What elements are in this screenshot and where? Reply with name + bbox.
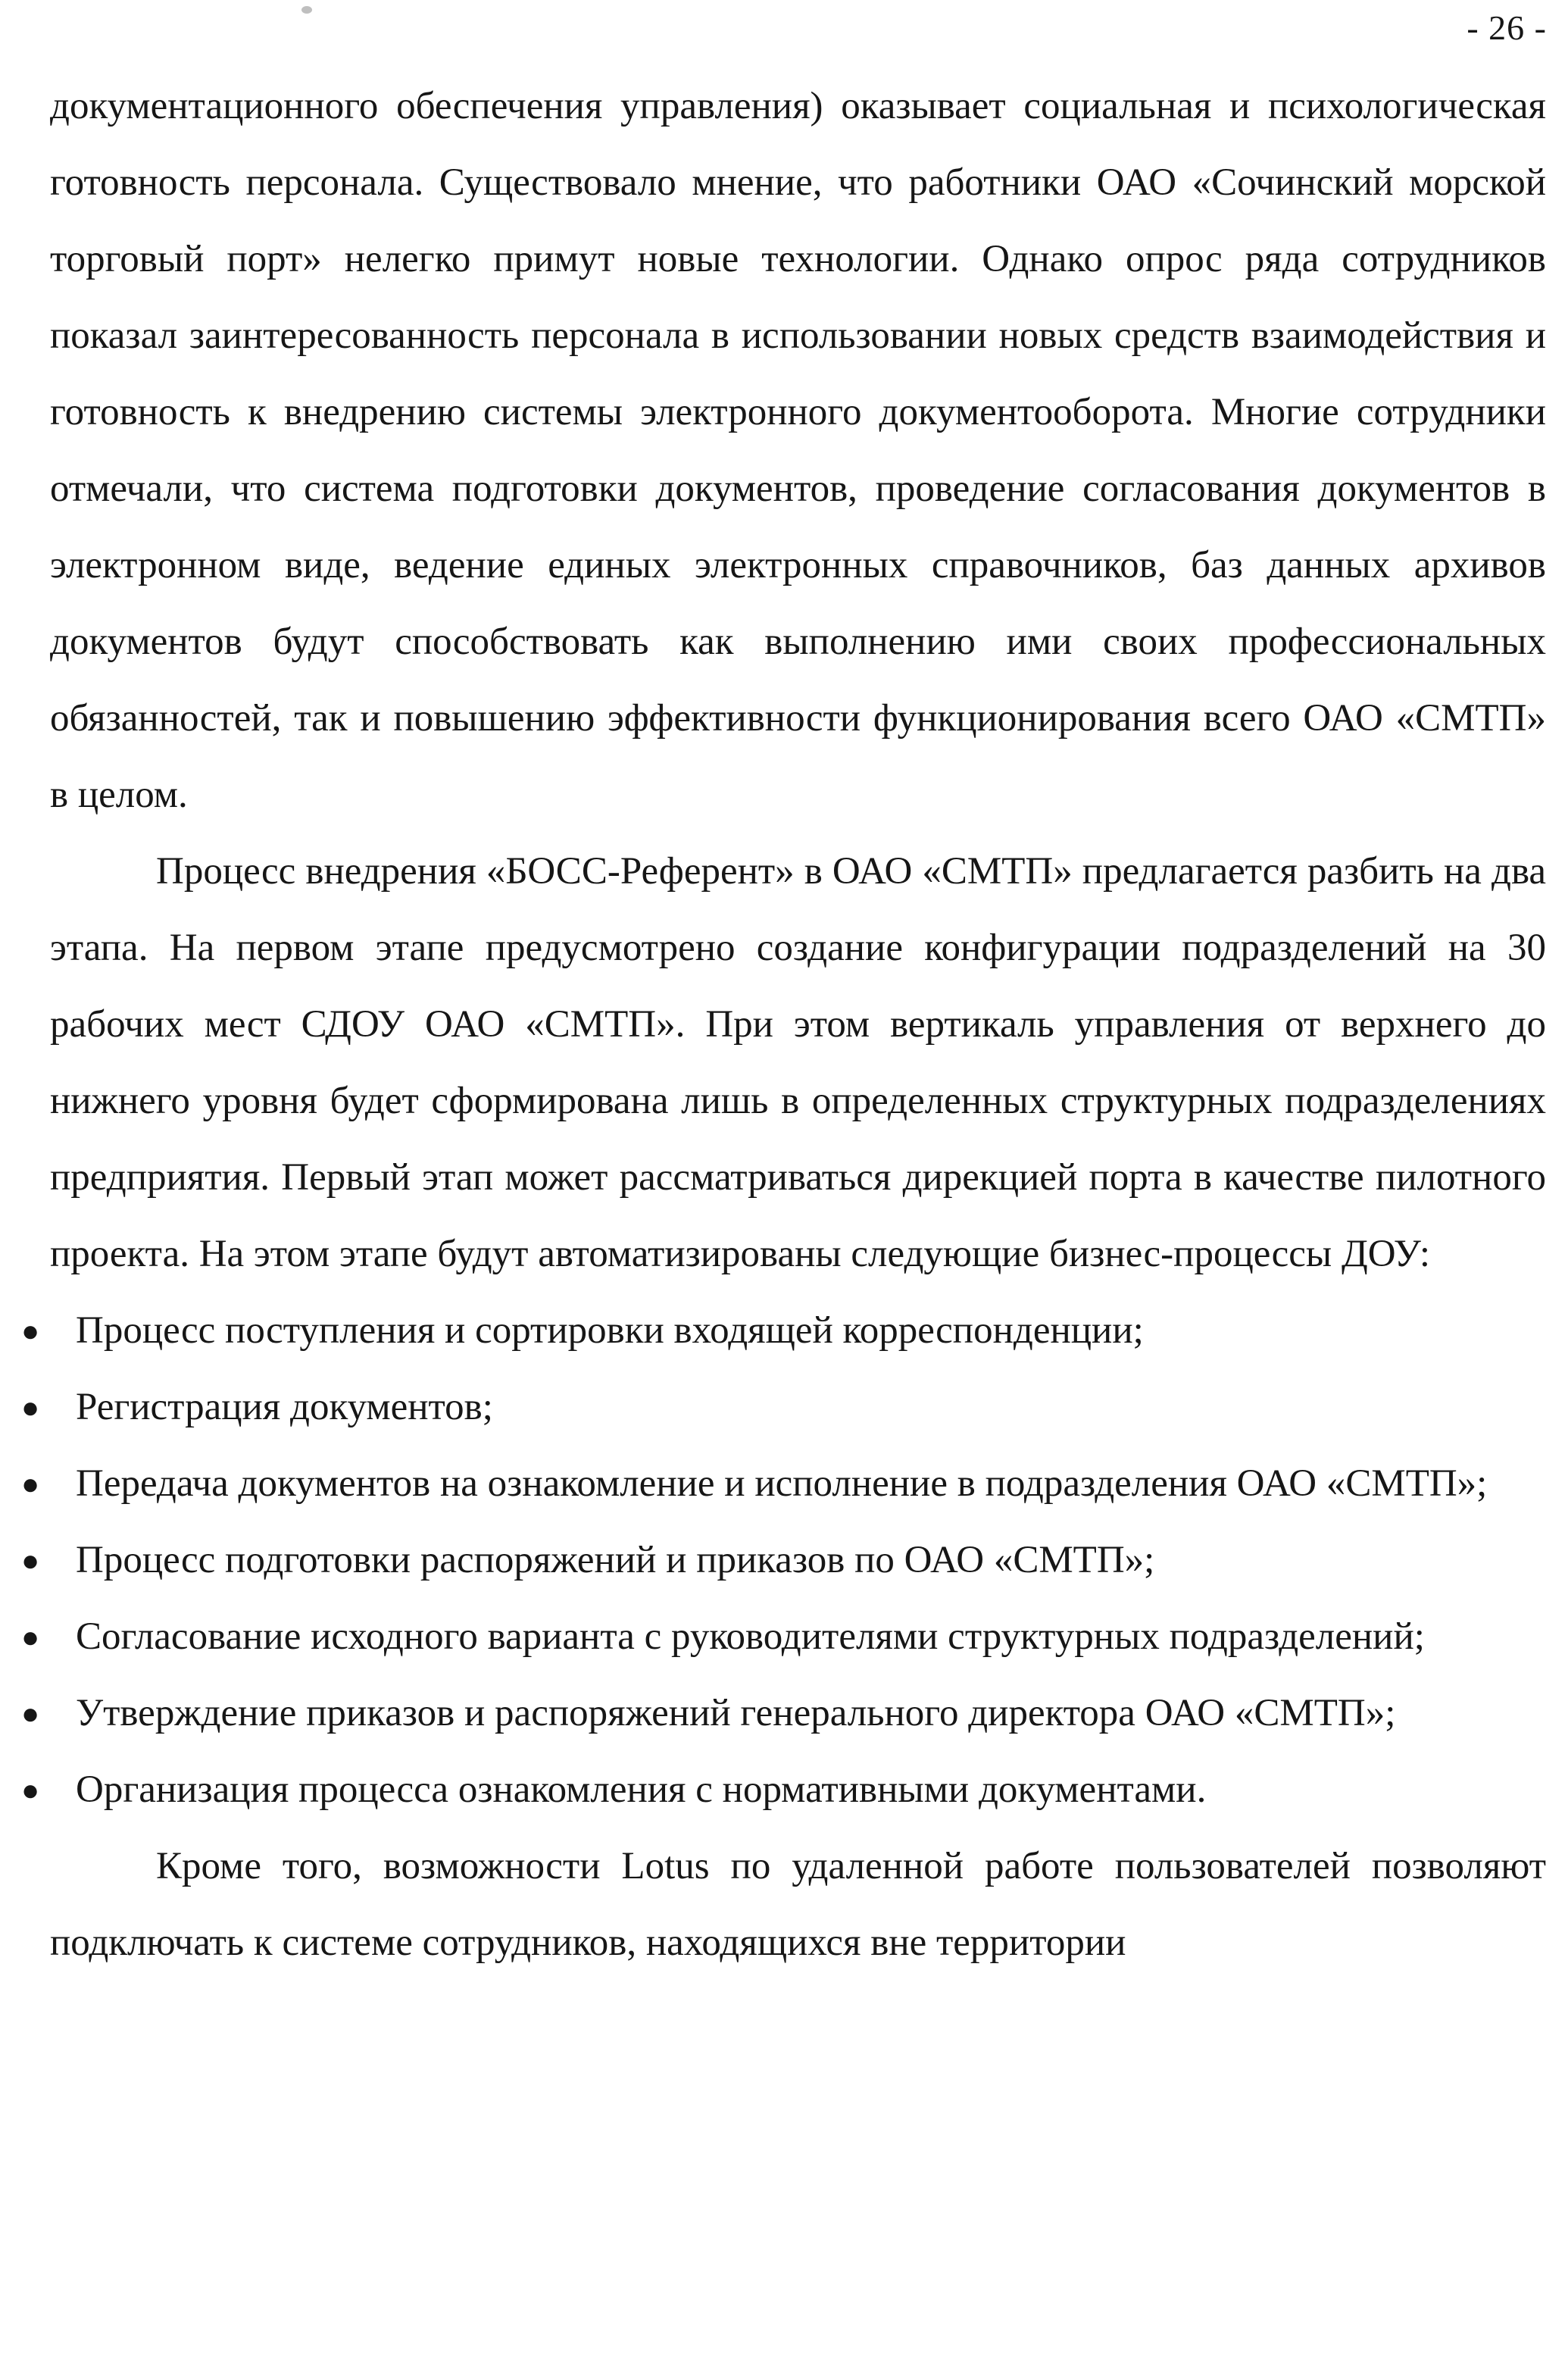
list-item <box>21 1675 1546 1752</box>
list-item <box>21 1752 1546 1828</box>
body-text <box>21 68 1546 1981</box>
paragraph-implementation: Процесс внедрения «БОСС-Референт» в ОАО «СМТП» предлагается разбить на два этапа. На первом этапе предусмотрено создание конфигурации подразделений на 30 рабочих мест СДОУ ОАО «СМТП». При этом вертикаль управления от верхнего до нижнего уровня будет сформирована лишь в определенных структурных подразделениях предприятия. Первый этап может рассматриваться дирекцией порта в качестве пилотного проекта. На этом этапе будут автоматизированы следующие бизнес-процессы ДОУ: <box>50 850 1546 1275</box>
paragraph-remote-work: Кроме того, возможности Lotus по удаленной работе пользователей позволяют подключать к системе сотрудников, находящихся вне территории <box>50 1845 1546 1964</box>
bullet-icon: ● <box>21 1620 40 1654</box>
paragraph-continuation: документационного обеспечения управления) оказывает социальная и психологическая готовность персонала. Существовало мнение, что работники ОАО «Сочинский морской торговый порт» нелегко примут новые технологии. Однако опрос ряда сотрудников показал заинтересованность персонала в использовании новых средств взаимодействия и готовность к внедрению системы электронного документооборота. Многие сотрудники отмечали, что система подготовки документов, проведение согласования документов в электронном виде, ведение единых электронных справочников, баз данных архивов документов будут способствовать как выполнению ими своих профессиональных обязанностей, так и повышению эффективности функционирования всего ОАО «СМТП» в целом. <box>50 85 1546 816</box>
bullet-icon: ● <box>21 1390 40 1424</box>
list-item-text: Передача документов на ознакомление и исполнение в подразделения ОАО «СМТП»; <box>76 1462 1488 1505</box>
list-item-text: Регистрация документов; <box>76 1386 493 1428</box>
bullet-icon: ● <box>21 1467 40 1501</box>
list-item <box>21 1446 1546 1522</box>
bullet-icon: ● <box>21 1696 40 1731</box>
list-item-text: Процесс подготовки распоряжений и приказов по ОАО «СМТП»; <box>76 1539 1155 1581</box>
bullet-icon: ● <box>21 1314 40 1348</box>
scan-speck <box>301 6 312 14</box>
bullet-icon: ● <box>21 1773 40 1807</box>
list-item <box>21 1599 1546 1675</box>
list-item <box>21 1369 1546 1446</box>
bullet-icon: ● <box>21 1543 40 1578</box>
list-item-text: Процесс поступления и сортировки входящей корреспонденции; <box>76 1309 1144 1352</box>
list-item <box>21 1293 1546 1369</box>
list-item-text: Утверждение приказов и распоряжений генерального директора ОАО «СМТП»; <box>76 1692 1396 1734</box>
list-item-text: Согласование исходного варианта с руководителями структурных подразделений; <box>76 1615 1425 1658</box>
business-process-list <box>21 1293 1546 1828</box>
page-number: - 26 - <box>1466 8 1547 47</box>
list-item-text: Организация процесса ознакомления с нормативными документами. <box>76 1768 1207 1811</box>
list-item <box>21 1522 1546 1599</box>
